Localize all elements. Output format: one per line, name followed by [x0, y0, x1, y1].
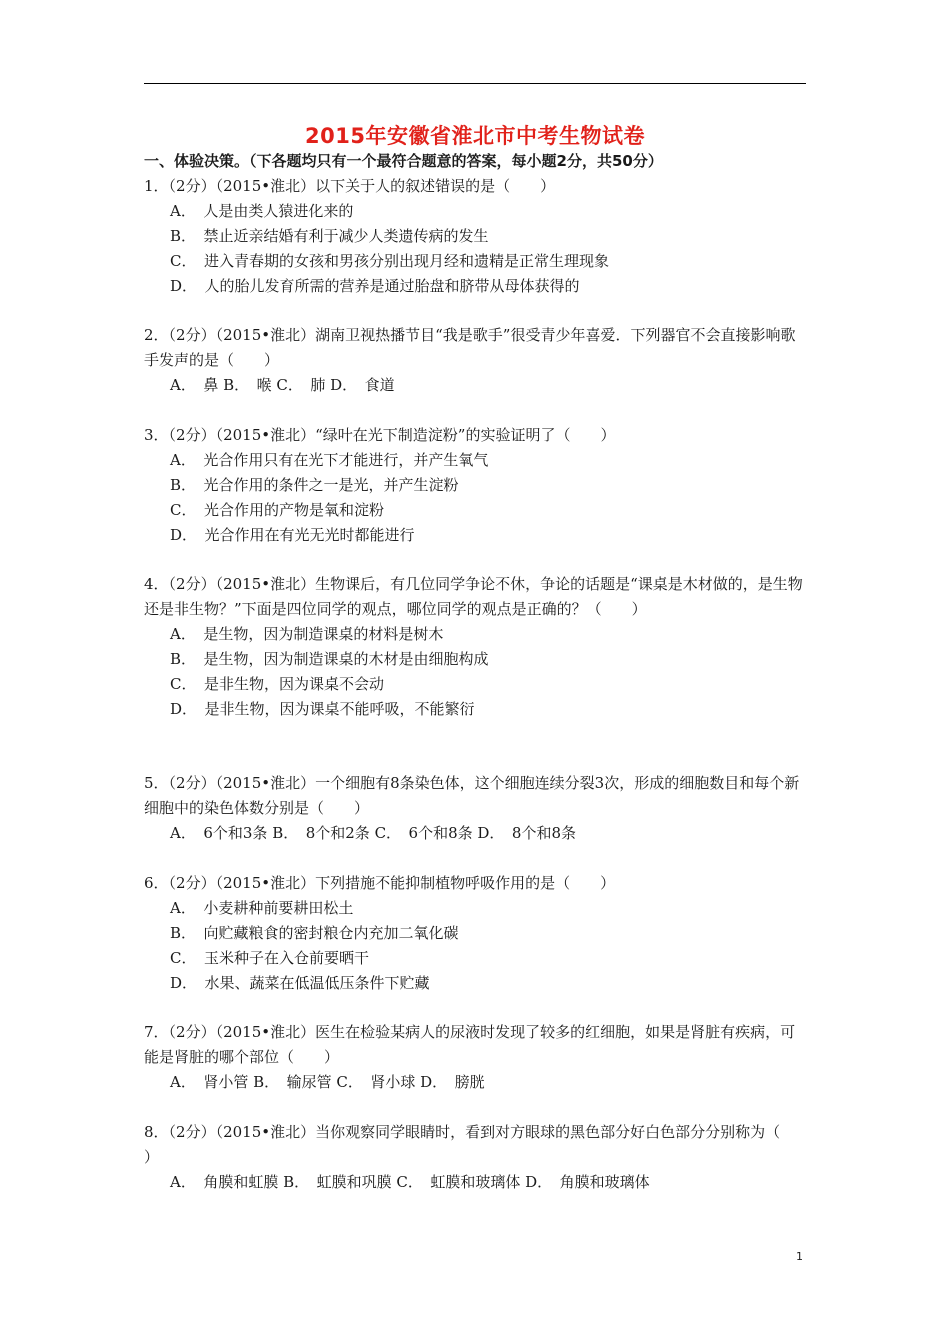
question-1 [144, 174, 808, 299]
question-stem: 3．（2分）（2015•淮北）“绿叶在光下制造淀粉”的实验证明了（ ） [144, 426, 616, 444]
options-line: A． 肾小管 B． 输尿管 C． 肾小球 D． 膀胱 [170, 1073, 485, 1091]
question-stem: 7．（2分）（2015•淮北）医生在检验某病人的尿液时发现了较多的红细胞，如果是肾脏有疾病，可能是肾脏的哪个部位（ ） [144, 1023, 796, 1066]
page-title: 2015年安徽省淮北市中考生物试卷 [305, 124, 645, 148]
option-d: D． 是非生物，因为课桌不能呼吸，不能繁衍 [170, 700, 475, 718]
header-rule [144, 83, 806, 84]
question-4 [144, 572, 808, 722]
options-line: A． 6个和3条 B． 8个和2条 C． 6个和8条 D． 8个和8条 [170, 824, 577, 842]
option-d: D． 光合作用在有光无光时都能进行 [170, 526, 415, 544]
question-stem: 6．（2分）（2015•淮北）下列措施不能抑制植物呼吸作用的是（ ） [144, 874, 616, 892]
option-a: A． 是生物，因为制造课桌的材料是树木 [170, 625, 444, 643]
option-b: B． 禁止近亲结婚有利于减少人类遗传病的发生 [170, 227, 489, 245]
option-d: D． 水果、蔬菜在低温低压条件下贮藏 [170, 974, 430, 992]
page-number: 1 [796, 1250, 803, 1263]
option-a: A． 小麦耕种前要耕田松土 [170, 899, 354, 917]
question-stem: 4．（2分）（2015•淮北）生物课后，有几位同学争论不休，争论的话题是“课桌是木材做的，是生物还是非生物？”下面是四位同学的观点，哪位同学的观点是正确的？（ ） [144, 575, 803, 618]
question-3 [144, 423, 808, 548]
options-line: A． 鼻 B． 喉 C． 肺 D． 食道 [170, 376, 395, 394]
option-b: B． 是生物，因为制造课桌的木材是由细胞构成 [170, 650, 489, 668]
question-5 [144, 771, 808, 846]
question-stem: 1．（2分）（2015•淮北）以下关于人的叙述错误的是（ ） [144, 177, 556, 195]
question-stem: 2．（2分）（2015•淮北）湖南卫视热播节目“我是歌手”很受青少年喜爱．下列器官不会直接影响歌手发声的是（ ） [144, 326, 796, 369]
option-b: B． 向贮藏粮食的密封粮仓内充加二氧化碳 [170, 924, 459, 942]
option-a: A． 光合作用只有在光下才能进行，并产生氧气 [170, 451, 489, 469]
option-d: D． 人的胎儿发育所需的营养是通过胎盘和脐带从母体获得的 [170, 277, 580, 295]
section-heading: 一、体验决策。（下各题均只有一个最符合题意的答案，每小题2分，共50分） [144, 152, 663, 170]
question-stem: 8．（2分）（2015•淮北）当你观察同学眼睛时，看到对方眼球的黑色部分好白色部分分别称为（ ） [144, 1123, 811, 1166]
option-c: C． 光合作用的产物是氧和淀粉 [170, 501, 384, 519]
option-a: A． 人是由类人猿进化来的 [170, 202, 354, 220]
question-7 [144, 1020, 808, 1095]
option-c: C． 是非生物，因为课桌不会动 [170, 675, 384, 693]
option-c: C． 玉米种子在入仓前要晒干 [170, 949, 369, 967]
question-stem: 5．（2分）（2015•淮北）一个细胞有8条染色体，这个细胞连续分裂3次，形成的细胞数目和每个新细胞中的染色体数分别是（ ） [144, 774, 800, 817]
question-2 [144, 323, 808, 398]
option-c: C． 进入青春期的女孩和男孩分别出现月经和遗精是正常生理现象 [170, 252, 609, 270]
options-line: A． 角膜和虹膜 B． 虹膜和巩膜 C． 虹膜和玻璃体 D． 角膜和玻璃体 [170, 1173, 650, 1191]
question-6 [144, 871, 808, 996]
option-b: B． 光合作用的条件之一是光，并产生淀粉 [170, 476, 459, 494]
question-8 [144, 1120, 811, 1195]
